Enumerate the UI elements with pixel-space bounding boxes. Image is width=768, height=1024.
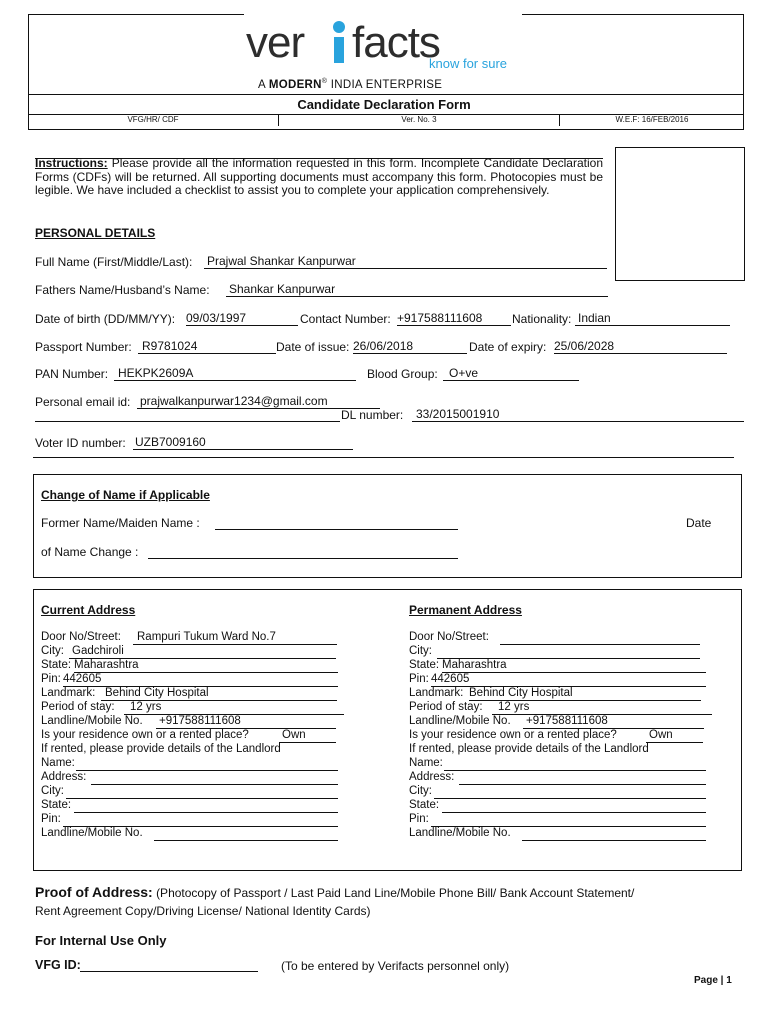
- cur-landline-field[interactable]: +917588111608: [156, 715, 336, 729]
- father-name-field[interactable]: Shankar Kanpurwar: [226, 283, 608, 297]
- cur-ll-landline-field[interactable]: [154, 827, 338, 841]
- vfg-id-note: (To be entered by Verifacts personnel only): [281, 959, 510, 973]
- photo-box[interactable]: [615, 147, 745, 281]
- enterprise-reg: ®: [321, 78, 328, 85]
- voter-label: Voter ID number:: [35, 436, 126, 450]
- perm-landmark-field[interactable]: Behind City Hospital: [469, 687, 701, 701]
- enterprise-prefix: A: [258, 78, 266, 91]
- name-change-date-field[interactable]: [148, 545, 458, 559]
- expiry-date-label: Date of expiry:: [469, 340, 547, 354]
- cur-ll-city-field[interactable]: [66, 785, 338, 799]
- passport-label: Passport Number:: [35, 340, 132, 354]
- email-field[interactable]: prajwalkanpurwar1234@gmail.com: [137, 395, 380, 409]
- form-title: Candidate Declaration Form: [297, 97, 471, 112]
- perm-city-label: City:: [409, 645, 432, 657]
- cur-state-field[interactable]: Maharashtra: [74, 659, 338, 673]
- perm-ll-state-field[interactable]: [442, 799, 706, 813]
- name-change-heading: Change of Name if Applicable: [41, 488, 210, 502]
- perm-ll-landline-field[interactable]: [522, 827, 706, 841]
- perm-ll-city-label: City:: [409, 785, 432, 797]
- perm-landmark-label: Landmark:: [409, 687, 464, 699]
- cur-ll-landline-label: Landline/Mobile No.: [41, 827, 143, 839]
- logo-tagline: know for sure: [429, 56, 508, 71]
- perm-door-label: Door No/Street:: [409, 631, 489, 643]
- cur-ll-address-label: Address:: [41, 771, 87, 783]
- proof-heading: Proof of Address:: [35, 884, 153, 900]
- cur-ll-state-label: State:: [41, 799, 72, 811]
- pan-label: PAN Number:: [35, 367, 109, 381]
- version: Ver. No. 3: [401, 115, 437, 124]
- perm-ll-landline-label: Landline/Mobile No.: [409, 827, 511, 839]
- blood-group-field[interactable]: O+ve: [443, 367, 579, 381]
- cur-door-label: Door No/Street:: [41, 631, 121, 643]
- cur-landmark-label: Landmark:: [41, 687, 96, 699]
- ref-code: VFG/HR/ CDF: [127, 115, 179, 124]
- perm-city-field[interactable]: [437, 645, 700, 659]
- perm-ll-pin-field[interactable]: [431, 813, 706, 827]
- cur-landmark-field[interactable]: Behind City Hospital: [101, 687, 337, 701]
- former-name-label: Former Name/Maiden Name :: [41, 516, 200, 530]
- cur-landline-label: Landline/Mobile No.: [41, 715, 143, 727]
- cur-ll-name-field[interactable]: [76, 757, 338, 771]
- issue-date-field[interactable]: 26/06/2018: [353, 340, 467, 354]
- contact-field[interactable]: +917588111608: [397, 312, 511, 326]
- dl-field[interactable]: 33/2015001910: [412, 408, 744, 422]
- personal-heading: PERSONAL DETAILS: [35, 226, 156, 240]
- wef-date: W.E.F: 16/FEB/2016: [615, 115, 689, 124]
- perm-ll-address-field[interactable]: [459, 771, 706, 785]
- cur-ll-pin-label: Pin:: [41, 813, 61, 825]
- perm-period-field[interactable]: 12 yrs: [492, 701, 712, 715]
- passport-field[interactable]: R9781024: [138, 340, 276, 354]
- cur-door-field[interactable]: Rampuri Tukum Ward No.7: [133, 631, 337, 645]
- issue-date-label: Date of issue:: [276, 340, 350, 354]
- contact-label: Contact Number:: [300, 312, 391, 326]
- perm-ll-name-label: Name:: [409, 757, 443, 769]
- page-number: Page | 1: [694, 975, 732, 986]
- logo-person-icon: [328, 20, 350, 64]
- expiry-date-field[interactable]: 25/06/2028: [554, 340, 727, 354]
- logo-text-left: ver: [246, 18, 305, 67]
- dl-label: DL number:: [341, 408, 404, 422]
- cur-rented-label: If rented, please provide details of the Landlord: [41, 743, 281, 755]
- perm-pin-label: Pin:: [409, 673, 429, 685]
- cur-ll-city-label: City:: [41, 785, 64, 797]
- instructions: [35, 157, 603, 198]
- perm-landline-label: Landline/Mobile No.: [409, 715, 511, 727]
- perm-state-field[interactable]: Maharashtra: [442, 659, 706, 673]
- perm-landline-field[interactable]: +917588111608: [523, 715, 704, 729]
- cur-ll-state-field[interactable]: [74, 799, 338, 813]
- cur-pin-field[interactable]: 442605: [63, 673, 338, 687]
- cur-period-field[interactable]: 12 yrs: [124, 701, 344, 715]
- voter-field[interactable]: UZB7009160: [133, 436, 353, 450]
- date-label: Date: [686, 516, 712, 530]
- perm-door-field[interactable]: [500, 631, 700, 645]
- current-address-heading: Current Address: [41, 603, 136, 617]
- cur-period-label: Period of stay:: [41, 701, 115, 713]
- perm-period-label: Period of stay:: [409, 701, 483, 713]
- perm-rented-label: If rented, please provide details of the Landlord: [409, 743, 649, 755]
- perm-ll-pin-label: Pin:: [409, 813, 429, 825]
- perm-ll-city-field[interactable]: [434, 785, 706, 799]
- vfg-id-label: VFG ID:: [35, 958, 81, 972]
- perm-own-label: Is your residence own or a rented place?: [409, 729, 617, 741]
- enterprise-brand: MODERN: [268, 78, 322, 91]
- cur-city-label: City:: [41, 645, 64, 657]
- dob-label: Date of birth (DD/MM/YY):: [35, 312, 176, 326]
- name-change-date-label: of Name Change :: [41, 545, 139, 559]
- dob-field[interactable]: 09/03/1997: [186, 312, 298, 326]
- perm-pin-field[interactable]: 442605: [431, 673, 706, 687]
- cur-ll-pin-field[interactable]: [63, 813, 338, 827]
- vfg-id-field[interactable]: [80, 958, 258, 972]
- cur-ll-name-label: Name:: [41, 757, 75, 769]
- nationality-label: Nationality:: [512, 312, 572, 326]
- former-name-field[interactable]: [215, 516, 458, 530]
- instructions-label: Instructions:: [35, 156, 108, 170]
- cur-own-field[interactable]: Own: [279, 729, 336, 743]
- cur-ll-address-field[interactable]: [91, 771, 338, 785]
- father-name-label: Fathers Name/Husband’s Name:: [35, 283, 210, 297]
- perm-ll-address-label: Address:: [409, 771, 455, 783]
- pan-field[interactable]: HEKPK2609A: [114, 367, 356, 381]
- nationality-field[interactable]: Indian: [575, 312, 730, 326]
- proof-text-1: (Photocopy of Passport / Last Paid Land Line/Mobile Phone Bill/ Bank Account Statement/: [156, 886, 635, 900]
- logo-text-right: facts: [352, 18, 440, 67]
- email-label: Personal email id:: [35, 395, 131, 409]
- instructions-text: Please provide all the information requested in this form. Incomplete Candidate Declaration Forms (CDFs) will be returned. All supporting documents must accompany this form. Photocopies must be legible. We have included a checklist to assist you to complete your application comprehensively.: [35, 156, 603, 197]
- internal-heading: For Internal Use Only: [35, 933, 167, 948]
- perm-ll-state-label: State:: [409, 799, 440, 811]
- proof-of-address: [35, 884, 634, 900]
- cur-own-label: Is your residence own or a rented place?: [41, 729, 249, 741]
- cur-pin-label: Pin:: [41, 673, 61, 685]
- ref-row: [28, 114, 744, 126]
- enterprise-line: [258, 78, 442, 91]
- perm-own-field[interactable]: Own: [646, 729, 703, 743]
- perm-ll-name-field[interactable]: [444, 757, 706, 771]
- full-name-field[interactable]: Prajwal Shankar Kanpurwar: [204, 255, 607, 269]
- blood-group-label: Blood Group:: [367, 367, 438, 381]
- cur-state-label: State:: [41, 659, 72, 671]
- permanent-address-heading: Permanent Address: [409, 603, 522, 617]
- perm-state-label: State:: [409, 659, 440, 671]
- proof-text-2: Rent Agreement Copy/Driving License/ National Identity Cards): [35, 904, 371, 918]
- full-name-label: Full Name (First/Middle/Last):: [35, 255, 193, 269]
- cur-city-field[interactable]: Gadchiroli: [69, 645, 336, 659]
- enterprise-suffix: INDIA ENTERPRISE: [330, 78, 443, 91]
- logo: [244, 14, 522, 76]
